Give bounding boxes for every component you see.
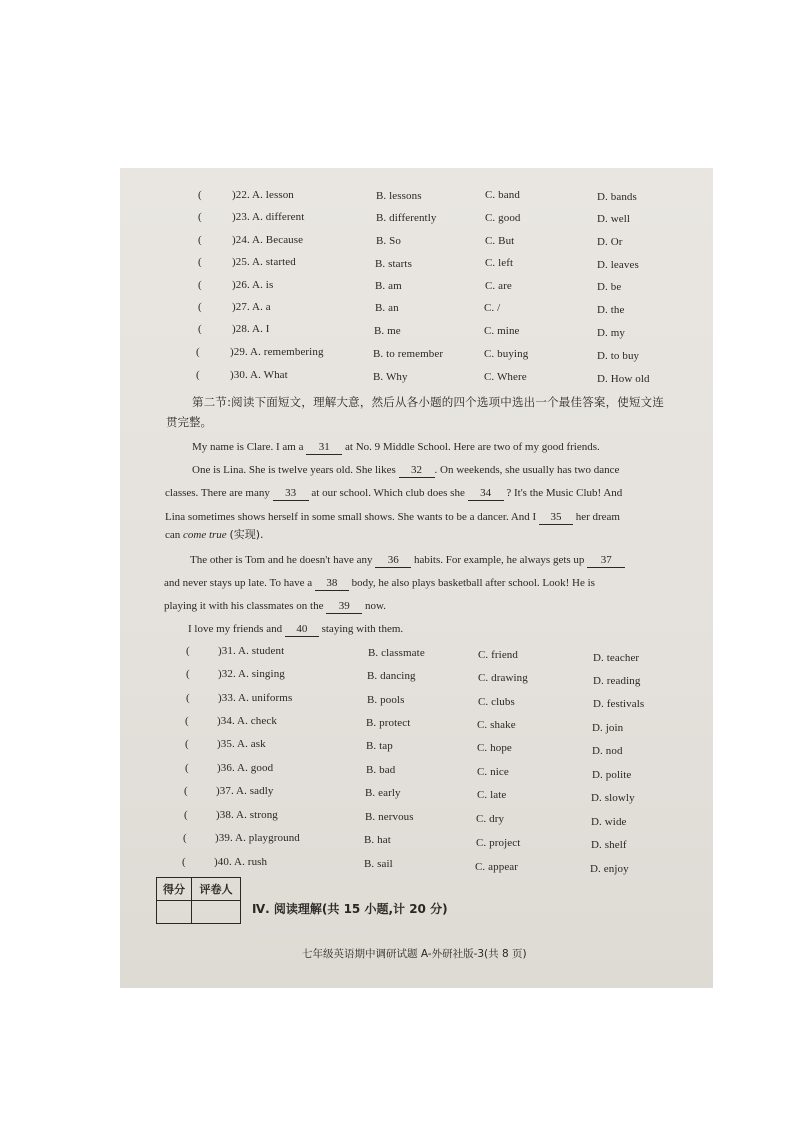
score-cell[interactable] — [157, 901, 192, 924]
passage-line — [192, 436, 600, 458]
blank-39: 39 — [326, 599, 362, 614]
answer-paren[interactable]: ( — [198, 211, 202, 223]
option-b: B. classmate — [368, 647, 425, 659]
option-a: )29. A. remembering — [230, 346, 324, 358]
option-b: B. lessons — [376, 190, 422, 202]
option-a: )27. A. a — [232, 301, 271, 313]
grader-label: 评卷人 — [192, 878, 241, 901]
option-c: C. But — [485, 235, 515, 247]
passage-italic: come true — [183, 529, 227, 541]
passage-line — [165, 524, 264, 546]
passage-line — [190, 549, 625, 571]
option-b: B. to remember — [373, 348, 444, 360]
option-b: B. sail — [364, 858, 393, 870]
option-c: C. left — [485, 257, 514, 269]
answer-paren[interactable]: ( — [198, 301, 202, 313]
section2-instruction: 第二节:阅读下面短文，理解大意，然后从各小题的四个选项中选出一个最佳答案，使短文连 — [192, 395, 665, 409]
option-a: )39. A. playground — [215, 832, 300, 844]
option-d: D. enjoy — [590, 863, 629, 875]
answer-paren[interactable]: ( — [186, 692, 190, 704]
option-d: D. the — [597, 304, 625, 316]
option-b: B. am — [375, 280, 402, 292]
passage-line — [192, 459, 619, 481]
option-b: B. So — [376, 235, 401, 247]
option-a: )28. A. I — [232, 323, 270, 335]
option-c: C. good — [485, 212, 521, 224]
blank-38: 38 — [315, 576, 349, 591]
option-d: D. polite — [592, 769, 632, 781]
option-a: )26. A. is — [232, 279, 274, 291]
section2-instruction-cont: 贯完整。 — [166, 415, 212, 429]
option-a: )34. A. check — [217, 715, 277, 727]
answer-paren[interactable]: ( — [184, 785, 188, 797]
option-d: D. bands — [597, 191, 637, 203]
answer-paren[interactable]: ( — [196, 346, 200, 358]
passage-text: now. — [364, 600, 386, 612]
passage-text: and never stays up late. To have a — [164, 577, 313, 589]
option-b: B. differently — [376, 212, 437, 224]
answer-paren[interactable]: ( — [198, 256, 202, 268]
answer-paren[interactable]: ( — [198, 189, 202, 201]
answer-paren[interactable]: ( — [198, 279, 202, 291]
passage-text: . On weekends, she usually has two dance — [434, 464, 620, 476]
option-d: D. How old — [597, 373, 650, 385]
option-a: )32. A. singing — [218, 668, 285, 680]
option-d: D. teacher — [593, 652, 640, 664]
answer-paren[interactable]: ( — [186, 645, 190, 657]
passage-text: playing it with his classmates on the — [164, 600, 324, 612]
passage-text: My name is Clare. I am a — [192, 441, 304, 453]
option-c: C. are — [485, 280, 512, 292]
option-c: C. appear — [475, 861, 519, 873]
option-a: )38. A. strong — [216, 809, 278, 821]
option-b: B. protect — [366, 717, 411, 729]
option-b: B. an — [375, 302, 399, 314]
option-a: )35. A. ask — [217, 738, 266, 750]
passage-text: body, he also plays basketball after school. Look! He is — [351, 577, 595, 589]
answer-paren[interactable]: ( — [185, 762, 189, 774]
score-label: 得分 — [157, 878, 192, 901]
answer-paren[interactable]: ( — [184, 809, 188, 821]
option-c: C. friend — [478, 649, 519, 661]
option-b: B. hat — [364, 834, 391, 846]
passage-text: at our school. Which club does she — [311, 487, 465, 499]
option-c: C. / — [484, 302, 501, 314]
option-a: )40. A. rush — [214, 856, 268, 868]
answer-paren[interactable]: ( — [186, 668, 190, 680]
option-a: )22. A. lesson — [232, 189, 294, 201]
blank-40: 40 — [285, 622, 319, 637]
option-b: B. pools — [367, 694, 405, 706]
option-c: C. hope — [477, 742, 512, 754]
passage-text: (实现). — [229, 528, 264, 541]
option-d: D. well — [597, 213, 631, 225]
grader-cell[interactable] — [192, 901, 241, 924]
option-a: )30. A. What — [230, 369, 288, 381]
option-c: C. late — [477, 789, 507, 801]
option-d: D. wide — [591, 816, 627, 828]
passage-line — [164, 595, 386, 617]
option-d: D. reading — [593, 675, 641, 687]
passage-text: The other is Tom and he doesn't have any — [190, 554, 373, 566]
option-c: C. nice — [477, 766, 509, 778]
option-d: D. slowly — [591, 792, 635, 804]
passage-line — [164, 572, 595, 594]
option-a: )31. A. student — [218, 645, 285, 657]
option-d: D. join — [592, 722, 624, 734]
passage-text: her dream — [575, 511, 620, 523]
option-d: D. Or — [597, 236, 623, 248]
option-d: D. nod — [592, 745, 623, 757]
option-b: B. starts — [375, 258, 412, 270]
passage-text: Lina sometimes shows herself in some small shows. She wants to be a dancer. And I — [165, 511, 537, 523]
option-d: D. be — [597, 281, 622, 293]
passage-line — [165, 482, 622, 504]
answer-paren[interactable]: ( — [185, 715, 189, 727]
answer-paren[interactable]: ( — [182, 856, 186, 868]
answer-paren[interactable]: ( — [185, 738, 189, 750]
option-a: )25. A. started — [232, 256, 296, 268]
option-b: B. bad — [366, 764, 396, 776]
score-box — [156, 877, 241, 924]
option-b: B. me — [374, 325, 401, 337]
option-a: )37. A. sadly — [216, 785, 274, 797]
option-d: D. leaves — [597, 259, 639, 271]
blank-37: 37 — [587, 553, 625, 568]
answer-paren[interactable]: ( — [198, 234, 202, 246]
option-c: C. project — [476, 837, 521, 849]
page-footer: 七年级英语期中调研试题 A-外研社版-3(共 8 页) — [302, 948, 527, 960]
blank-33: 33 — [273, 486, 309, 501]
option-c: C. dry — [476, 813, 505, 825]
passage-line — [188, 618, 403, 640]
option-c: C. shake — [477, 719, 516, 731]
option-c: C. drawing — [478, 672, 528, 684]
option-b: B. nervous — [365, 811, 414, 823]
option-d: D. my — [597, 327, 625, 339]
option-b: B. Why — [373, 371, 408, 383]
answer-paren[interactable]: ( — [183, 832, 187, 844]
option-d: D. shelf — [591, 839, 627, 851]
option-c: C. buying — [484, 348, 529, 360]
option-c: C. mine — [484, 325, 520, 337]
section4-title: Ⅳ. 阅读理解(共 15 小题,计 20 分) — [252, 902, 448, 916]
blank-35: 35 — [539, 510, 573, 525]
answer-paren[interactable]: ( — [196, 369, 200, 381]
blank-32: 32 — [399, 463, 435, 478]
passage-text: I love my friends and — [188, 623, 283, 635]
answer-paren[interactable]: ( — [198, 323, 202, 335]
blank-34: 34 — [468, 486, 504, 501]
passage-text: ? It's the Music Club! And — [506, 487, 623, 499]
passage-text: can — [165, 529, 181, 541]
option-b: B. dancing — [367, 670, 416, 682]
option-a: )23. A. different — [232, 211, 305, 223]
passage-text: staying with them. — [321, 623, 404, 635]
option-a: )24. A. Because — [232, 234, 304, 246]
option-c: C. Where — [484, 371, 527, 383]
passage-text: One is Lina. She is twelve years old. She likes — [192, 464, 396, 476]
passage-text: classes. There are many — [165, 487, 270, 499]
passage-text: habits. For example, he always gets up — [413, 554, 585, 566]
blank-36: 36 — [375, 553, 411, 568]
option-c: C. band — [485, 189, 520, 201]
option-a: )36. A. good — [217, 762, 274, 774]
option-d: D. festivals — [593, 698, 645, 710]
option-b: B. early — [365, 787, 401, 799]
option-a: )33. A. uniforms — [218, 692, 293, 704]
blank-31: 31 — [306, 440, 342, 455]
option-d: D. to buy — [597, 350, 640, 362]
option-c: C. clubs — [478, 696, 515, 708]
option-b: B. tap — [366, 740, 393, 752]
passage-text: at No. 9 Middle School. Here are two of my good friends. — [345, 441, 600, 453]
